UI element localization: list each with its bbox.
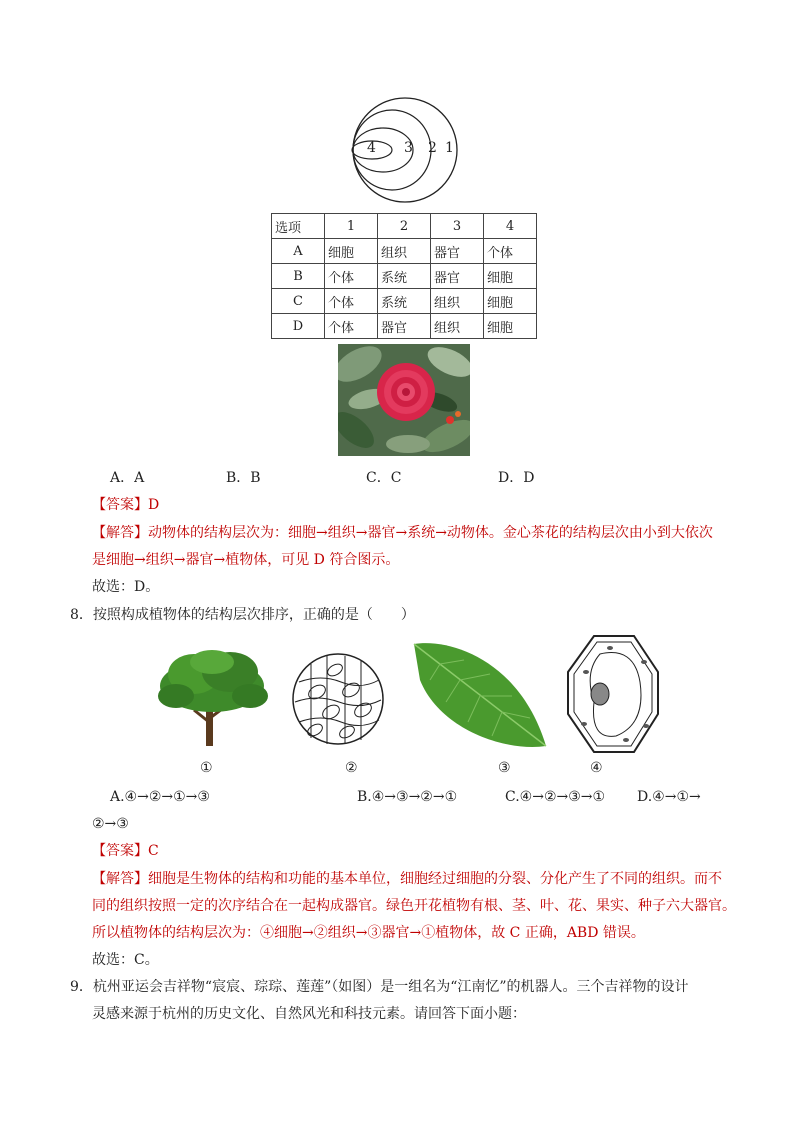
picture-label-2: ② [345, 760, 358, 776]
q9-stem-line-2: 灵感来源于杭州的历史文化、自然风光和科技元素。请回答下面小题： [92, 1006, 526, 1022]
tree-picture [154, 650, 270, 748]
table-row [272, 314, 537, 339]
answer-value: C [148, 843, 159, 859]
table-cell: 细胞 [484, 289, 537, 314]
table-cell: 组织 [431, 314, 484, 339]
options-table [271, 213, 537, 339]
picture-label-1: ① [200, 760, 213, 776]
table-cell: 个体 [325, 264, 378, 289]
table-cell: A [272, 239, 325, 264]
table-cell: 2 [378, 214, 431, 239]
explain-text: 细胞是生物体的结构和功能的基本单位，细胞经过细胞的分裂、分化产生了不同的组织。而不 [148, 871, 722, 887]
option-b: B.④→③→②→① [357, 789, 458, 805]
option-a: A．A [110, 470, 145, 486]
table-cell: 选项 [272, 214, 325, 239]
q8-explanation-line-3 [92, 923, 645, 943]
option-d-continued: ②→③ [92, 816, 129, 832]
q7-explanation-line-2: 是细胞→组织→器官→植物体，可见 D 符合图示。 [92, 552, 400, 568]
question-text: 按照构成植物体的结构层次排序，正确的是（ ） [92, 607, 415, 623]
option-d: D．D [498, 470, 535, 486]
diagram-label-1: 1 [445, 140, 454, 156]
option-b: B．B [226, 470, 261, 486]
table-cell: 个体 [325, 314, 378, 339]
table-cell: 系统 [378, 289, 431, 314]
tissue-picture [291, 652, 385, 746]
option-d: D.④→①→ [637, 789, 701, 805]
q8-stem [70, 605, 415, 625]
diagram-label-4: 4 [367, 140, 376, 156]
question-number: 8． [70, 607, 93, 623]
table-cell: 个体 [484, 239, 537, 264]
explain-seq: ④细胞→②组织→③器官→①植物体 [260, 925, 478, 941]
plant-cell-picture [564, 632, 662, 756]
table-cell: C [272, 289, 325, 314]
explain-post: ，故 C 正确，ABD 错误。 [477, 925, 645, 941]
q8-explanation-line-1 [92, 869, 722, 889]
table-cell: 细胞 [484, 314, 537, 339]
table-row [272, 214, 537, 239]
table-row [272, 264, 537, 289]
picture-label-4: ④ [590, 760, 603, 776]
option-c: C．C [366, 470, 402, 486]
q8-explanation-line-2: 同的组织按照一定的次序结合在一起构成器官。绿色开花植物有根、茎、叶、花、果实、种子六大器官。 [92, 898, 736, 914]
q8-answer [92, 841, 159, 861]
table-row [272, 289, 537, 314]
table-cell: 细胞 [325, 239, 378, 264]
question-number: 9． [70, 979, 93, 995]
table-cell: 个体 [325, 289, 378, 314]
explain-label: 【解答】 [92, 871, 148, 887]
question-text: 杭州亚运会吉祥物“宸宸、琮琮、莲莲”（如图）是一组名为“江南忆”的机器人。三个吉祥物的设计 [92, 979, 689, 995]
camellia-flower-photo [338, 344, 470, 456]
table-cell: 系统 [378, 264, 431, 289]
diagram-label-2: 2 [428, 140, 437, 156]
option-a: A.④→②→①→③ [110, 789, 210, 805]
picture-label-3: ③ [498, 760, 511, 776]
table-cell: 3 [431, 214, 484, 239]
answer-label: 【答案】 [92, 843, 148, 859]
table-cell: B [272, 264, 325, 289]
table-cell: 组织 [431, 289, 484, 314]
table-cell: 细胞 [484, 264, 537, 289]
q8-choose: 故选：C。 [92, 952, 159, 968]
explain-pre: 所以植物体的结构层次为： [92, 925, 260, 941]
explain-text: 动物体的结构层次为：细胞→组织→器官→系统→动物体。金心茶花的结构层次由小到大依次 [148, 525, 713, 541]
q9-stem-line-1 [70, 977, 689, 997]
table-cell: 器官 [431, 264, 484, 289]
answer-label: 【答案】 [92, 497, 148, 513]
leaf-picture [410, 640, 552, 752]
explain-label: 【解答】 [92, 525, 148, 541]
table-cell: 器官 [431, 239, 484, 264]
q7-answer [92, 495, 159, 515]
q7-explanation-line-1 [92, 523, 713, 543]
table-cell: 器官 [378, 314, 431, 339]
table-cell: 组织 [378, 239, 431, 264]
table-cell: D [272, 314, 325, 339]
table-cell: 1 [325, 214, 378, 239]
diagram-label-3: 3 [404, 140, 413, 156]
answer-value: D [148, 497, 160, 513]
option-c: C.④→②→③→① [505, 789, 606, 805]
q7-choose: 故选：D。 [92, 579, 160, 595]
table-row [272, 239, 537, 264]
table-cell: 4 [484, 214, 537, 239]
